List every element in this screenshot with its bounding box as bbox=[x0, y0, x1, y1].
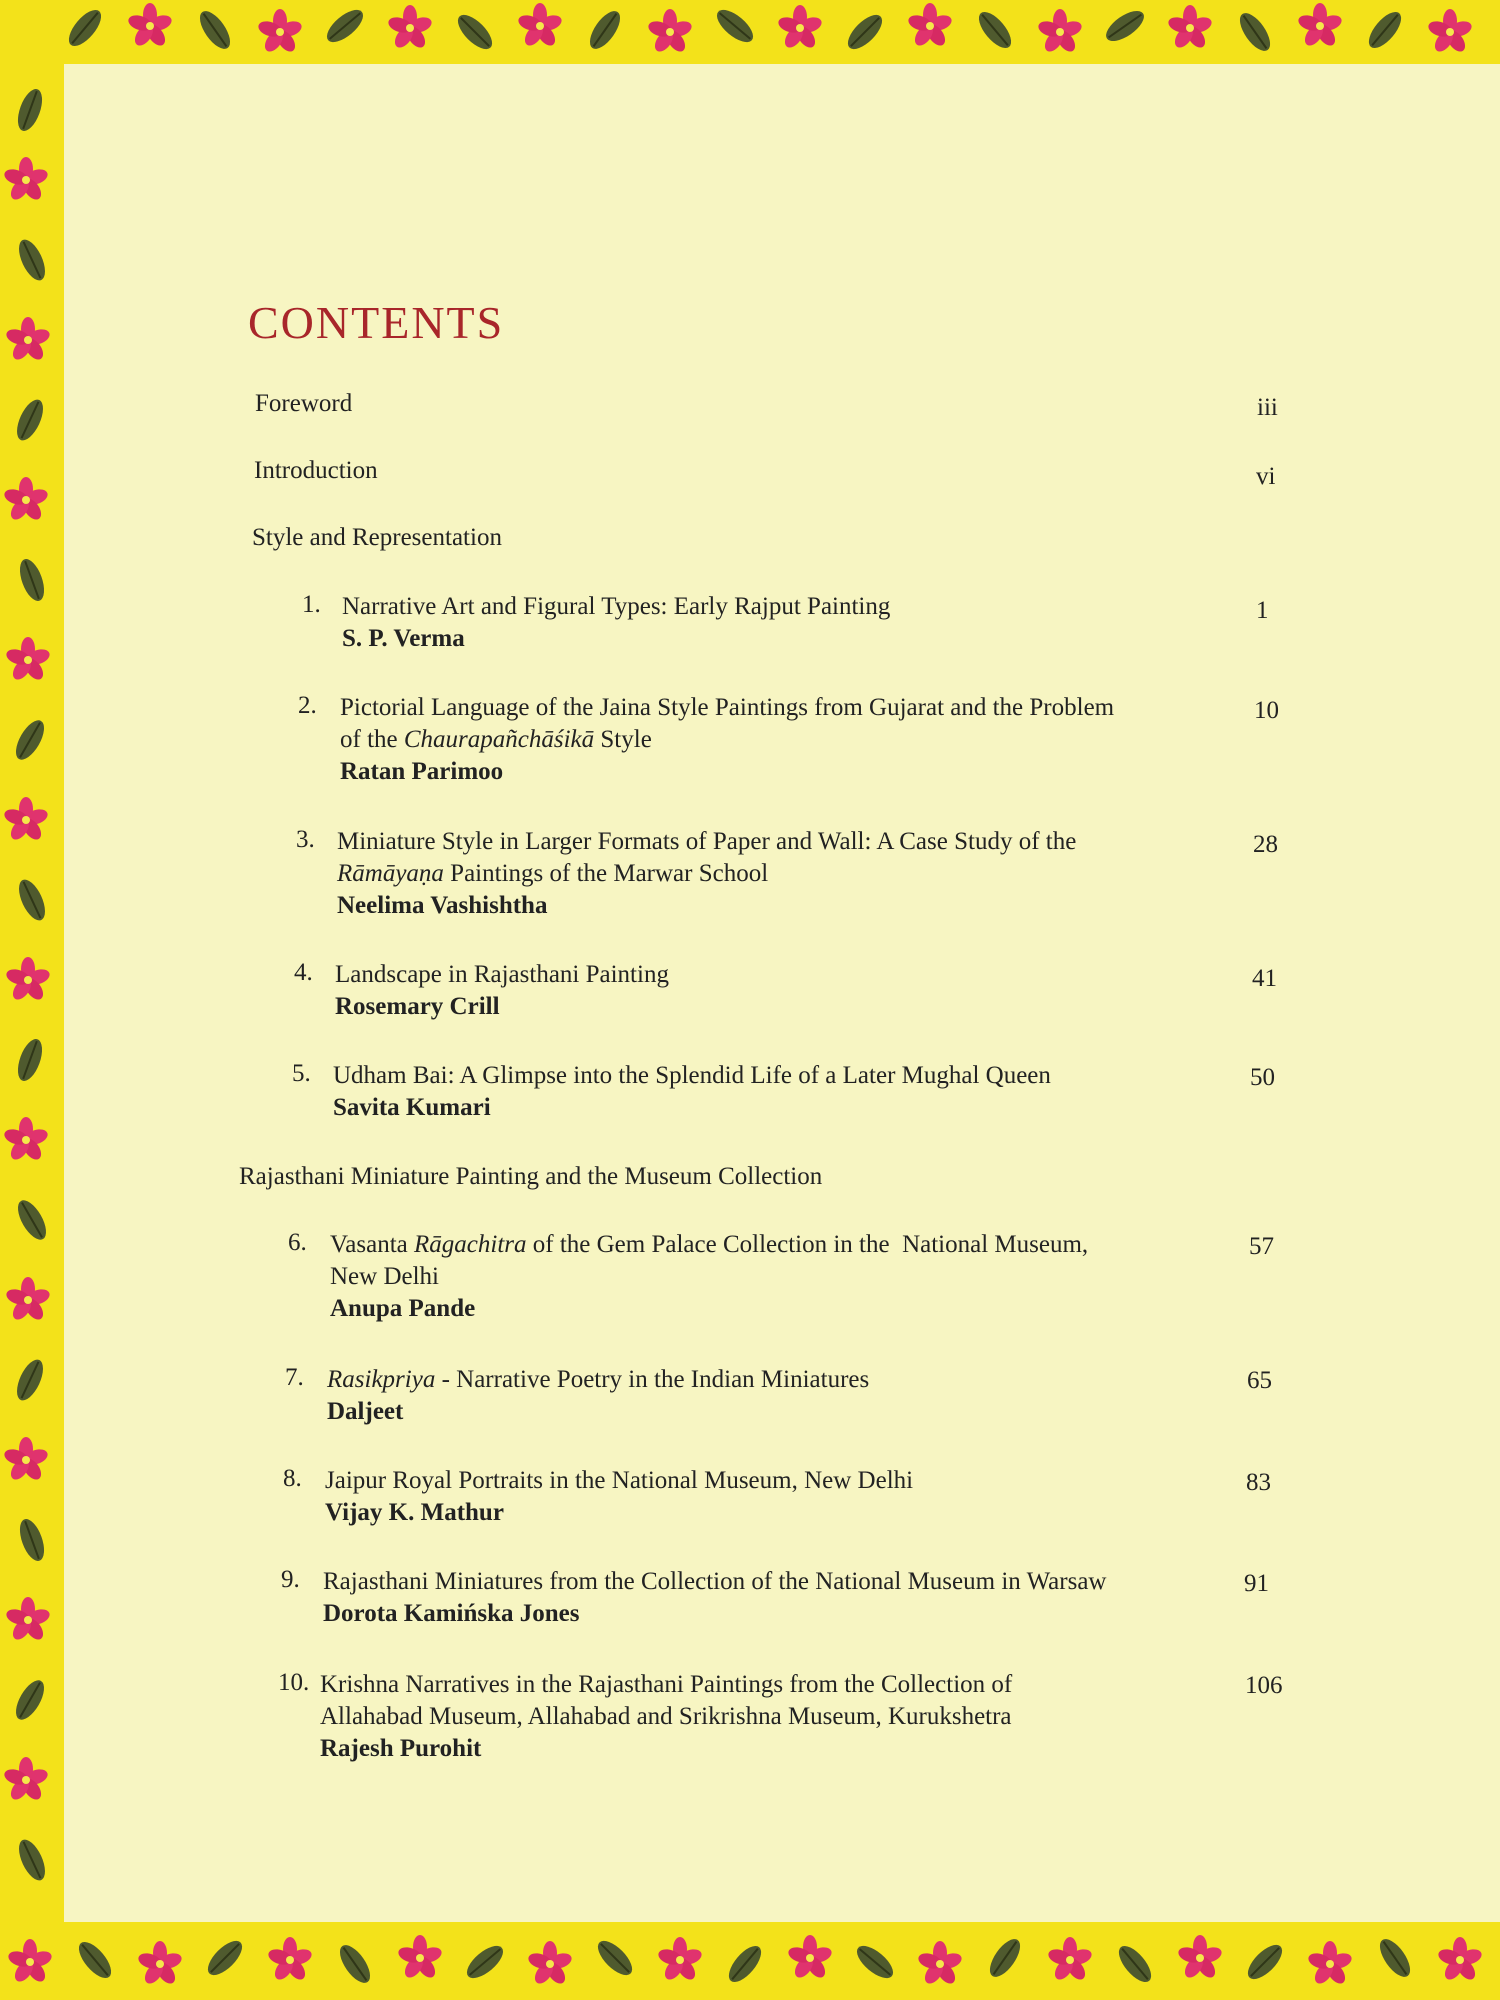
chapter-title-line1 bbox=[327, 1364, 869, 1396]
chapter-entry bbox=[325, 1465, 913, 1529]
chapter-title-part: Paintings of the Marwar School bbox=[443, 860, 769, 887]
chapter-page: 83 bbox=[1246, 1469, 1271, 1496]
chapter-title-line2 bbox=[337, 858, 1076, 890]
floral-pattern-icon bbox=[0, 0, 1500, 64]
chapter-number: 5. bbox=[292, 1060, 311, 1087]
chapter-title: Rajasthani Miniatures from the Collection of the National Museum in Warsaw bbox=[323, 1568, 1107, 1595]
chapter-author: Dorota Kamińska Jones bbox=[323, 1600, 580, 1627]
chapter-title: Miniature Style in Larger Formats of Paper and Wall: A Case Study of the bbox=[337, 828, 1077, 855]
chapter-entry bbox=[323, 1566, 1106, 1630]
chapter-title-line2 bbox=[340, 724, 1114, 756]
chapter-entry bbox=[340, 692, 1114, 788]
section-heading: Style and Representation bbox=[252, 524, 502, 551]
chapter-page: 28 bbox=[1253, 831, 1278, 858]
chapter-page: 65 bbox=[1247, 1367, 1272, 1394]
chapter-title: Krishna Narratives in the Rajasthani Paintings from the Collection of bbox=[320, 1671, 1013, 1698]
chapter-page: 41 bbox=[1252, 965, 1277, 992]
section-heading: Rajasthani Miniature Painting and the Museum Collection bbox=[239, 1163, 823, 1190]
toc-entry-introduction-title: Introduction bbox=[254, 457, 378, 484]
chapter-entry bbox=[337, 826, 1076, 922]
floral-pattern-icon bbox=[0, 0, 64, 2000]
chapter-title: Narrative Art and Figural Types: Early Rajput Painting bbox=[342, 593, 891, 620]
chapter-title-part: Vasanta bbox=[330, 1231, 414, 1258]
floral-pattern-icon bbox=[0, 1922, 1500, 2000]
chapter-author: Neelima Vashishtha bbox=[337, 892, 548, 919]
floral-border-top bbox=[0, 0, 1500, 64]
floral-border-bottom bbox=[0, 1922, 1500, 2000]
chapter-title: Landscape in Rajasthani Painting bbox=[335, 961, 669, 988]
chapter-entry bbox=[330, 1229, 1088, 1325]
floral-border-left bbox=[0, 0, 64, 2000]
chapter-title-line1 bbox=[330, 1229, 1088, 1261]
chapter-number: 4. bbox=[294, 959, 313, 986]
chapter-title: Udham Bai: A Glimpse into the Splendid Life of a Later Mughal Queen bbox=[333, 1062, 1051, 1089]
chapter-number: 8. bbox=[283, 1465, 302, 1492]
chapter-title-italic: Rāgachitra bbox=[414, 1231, 527, 1258]
chapter-number: 9. bbox=[281, 1566, 300, 1593]
toc-entry-introduction-page: vi bbox=[1256, 463, 1276, 490]
chapter-title-part: Style bbox=[594, 726, 652, 753]
chapter-entry bbox=[320, 1669, 1012, 1765]
chapter-entry bbox=[327, 1364, 869, 1428]
chapter-author: Vijay K. Mathur bbox=[325, 1499, 504, 1526]
chapter-author: Rajesh Purohit bbox=[320, 1735, 482, 1762]
chapter-title: Allahabad Museum, Allahabad and Srikrishna Museum, Kurukshetra bbox=[320, 1703, 1012, 1730]
chapter-title-part: of the bbox=[340, 726, 404, 753]
chapter-author: Rosemary Crill bbox=[335, 993, 500, 1020]
chapter-author: Anupa Pande bbox=[330, 1295, 476, 1322]
chapter-author: S. P. Verma bbox=[342, 625, 465, 652]
chapter-title: Jaipur Royal Portraits in the National Museum, New Delhi bbox=[325, 1467, 914, 1494]
chapter-page: 91 bbox=[1244, 1570, 1269, 1597]
chapter-page: 106 bbox=[1245, 1672, 1283, 1699]
chapter-number: 3. bbox=[296, 826, 315, 853]
chapter-author: Savita Kumari bbox=[333, 1094, 491, 1121]
page-title: CONTENTS bbox=[248, 297, 505, 348]
chapter-author: Ratan Parimoo bbox=[340, 758, 504, 785]
chapter-entry bbox=[335, 959, 669, 1023]
chapter-number: 1. bbox=[302, 591, 321, 618]
chapter-title-part: of the Gem Palace Collection in the National Museum, bbox=[526, 1231, 1089, 1258]
chapter-page: 57 bbox=[1249, 1233, 1274, 1260]
chapter-title-italic: Chaurapañchāśikā bbox=[403, 726, 595, 753]
chapter-title: New Delhi bbox=[330, 1263, 439, 1290]
chapter-entry bbox=[342, 591, 890, 655]
toc-entry-foreword-page: iii bbox=[1257, 394, 1278, 421]
chapter-page: 1 bbox=[1256, 597, 1269, 624]
chapter-entry bbox=[333, 1060, 1051, 1124]
chapter-title-italic: Rasikpriya bbox=[327, 1366, 436, 1393]
chapter-number: 7. bbox=[285, 1364, 304, 1391]
chapter-page: 10 bbox=[1254, 697, 1279, 724]
chapter-number: 10. bbox=[278, 1669, 310, 1696]
chapter-title-part: - Narrative Poetry in the Indian Miniatures bbox=[435, 1366, 870, 1393]
toc-entry-foreword-title: Foreword bbox=[255, 390, 353, 417]
chapter-number: 6. bbox=[288, 1229, 307, 1256]
chapter-title: Pictorial Language of the Jaina Style Paintings from Gujarat and the Problem bbox=[340, 694, 1115, 721]
chapter-author: Daljeet bbox=[327, 1398, 404, 1425]
chapter-number: 2. bbox=[298, 692, 317, 719]
chapter-title-italic: Rāmāyaṇa bbox=[337, 860, 444, 887]
chapter-page: 50 bbox=[1250, 1064, 1275, 1091]
